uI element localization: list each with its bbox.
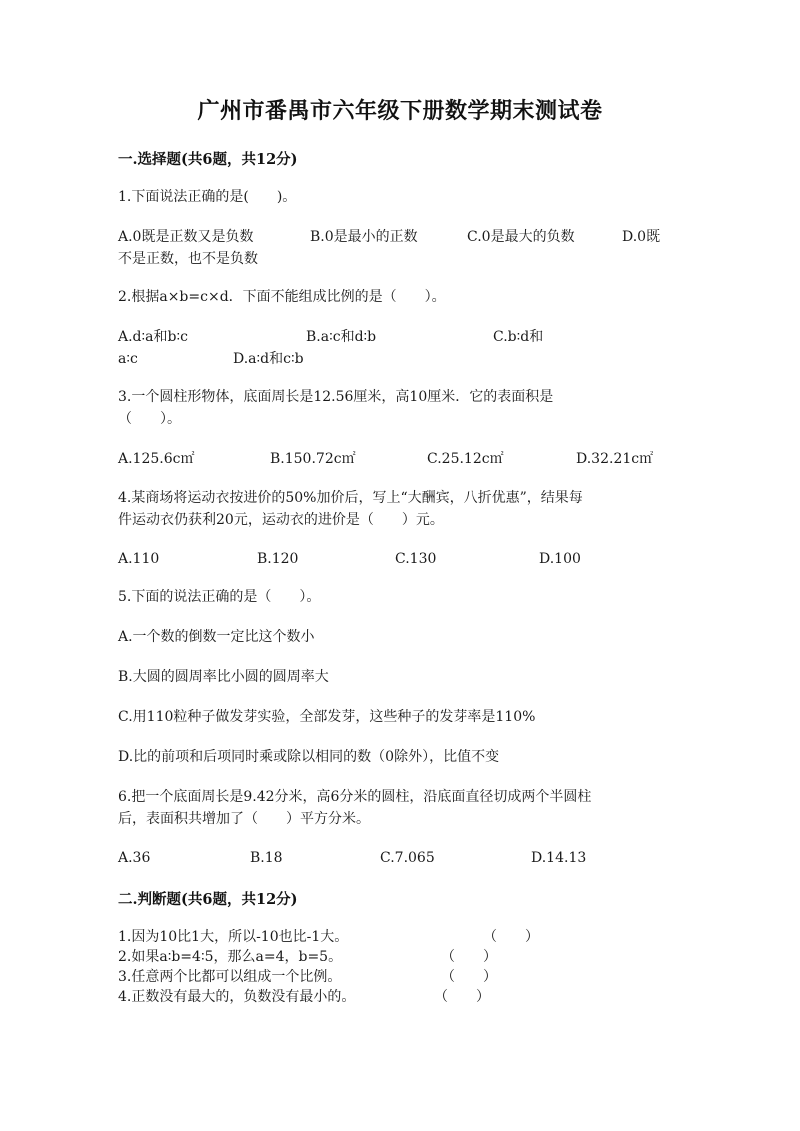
judge-item-2: 2.如果a∶b=4∶5，那么a=4，b=5。 [118, 949, 343, 965]
question-6-option-a: A.36 [118, 850, 151, 866]
judge-item-1-answer-blank[interactable]: （ ） [483, 929, 539, 945]
question-1-option-a: A.0既是正数又是负数 [118, 229, 254, 245]
question-5-option-a: A.一个数的倒数一定比这个数小 [118, 629, 315, 645]
question-4-option-c: C.130 [395, 551, 437, 567]
question-6-stem-cont: 后，表面积共增加了（ ）平方分米。 [118, 811, 370, 827]
question-3-option-c: C.25.12c㎡ [427, 451, 504, 467]
question-1-option-c: C.0是最大的负数 [467, 229, 575, 245]
question-3-option-b: B.150.72c㎡ [270, 451, 356, 467]
question-5-stem: 5.下面的说法正确的是（ ）。 [118, 589, 321, 605]
question-5-option-d: D.比的前项和后项同时乘或除以相同的数（0除外），比值不变 [118, 749, 500, 765]
question-3-stem: 3.一个圆柱形物体，底面周长是12.56厘米，高10厘米．它的表面积是 [118, 389, 554, 405]
judge-item-2-answer-blank[interactable]: （ ） [441, 949, 497, 965]
judge-item-3-answer-blank[interactable]: （ ） [441, 969, 497, 985]
judge-item-3: 3.任意两个比都可以组成一个比例。 [118, 969, 342, 985]
question-2-option-c: C.b∶d和 [493, 329, 544, 345]
question-2-option-d: D.a∶d和c∶b [233, 351, 304, 367]
question-3-option-a: A.125.6c㎡ [118, 451, 195, 467]
judge-item-4-answer-blank[interactable]: （ ） [434, 989, 490, 1005]
question-1-option-d-cont: 不是正数，也不是负数 [118, 251, 258, 267]
question-3-option-d: D.32.21c㎡ [576, 451, 654, 467]
question-1-option-d: D.0既 [622, 229, 661, 245]
question-2-option-c-cont: a∶c [118, 351, 138, 367]
question-4-stem: 4.某商场将运动衣按进价的50%加价后，写上“大酬宾，八折优惠”，结果每 [118, 490, 583, 506]
question-1-stem: 1.下面说法正确的是( )。 [118, 189, 297, 205]
question-2-option-b: B.a∶c和d∶b [306, 329, 377, 345]
question-2-stem: 2.根据a×b=c×d．下面不能组成比例的是（ ）。 [118, 289, 446, 305]
section-heading-choice: 一.选择题(共6题，共12分) [118, 151, 298, 168]
question-4-option-b: B.120 [257, 551, 299, 567]
section-heading-judge: 二.判断题(共6题，共12分) [118, 891, 298, 908]
page-title: 广州市番禺市六年级下册数学期末测试卷 [197, 98, 603, 124]
question-4-stem-cont: 件运动衣仍获利20元，运动衣的进价是（ ）元。 [118, 512, 444, 528]
question-6-option-b: B.18 [250, 850, 283, 866]
question-5-option-b: B.大圆的圆周率比小圆的圆周率大 [118, 669, 329, 685]
question-1-option-b: B.0是最小的正数 [310, 229, 418, 245]
question-6-option-c: C.7.065 [380, 850, 435, 866]
question-5-option-c: C.用110粒种子做发芽实验，全部发芽，这些种子的发芽率是110% [118, 709, 536, 725]
question-3-stem-cont: （ ）。 [118, 411, 181, 427]
question-6-stem: 6.把一个底面周长是9.42分米，高6分米的圆柱，沿底面直径切成两个半圆柱 [118, 789, 592, 805]
judge-item-1: 1.因为10比1大，所以-10也比-1大。 [118, 929, 349, 945]
question-6-option-d: D.14.13 [531, 850, 587, 866]
judge-item-4: 4.正数没有最大的，负数没有最小的。 [118, 989, 356, 1005]
question-4-option-d: D.100 [539, 551, 581, 567]
question-4-option-a: A.110 [118, 551, 160, 567]
question-2-option-a: A.d∶a和b∶c [118, 329, 188, 345]
